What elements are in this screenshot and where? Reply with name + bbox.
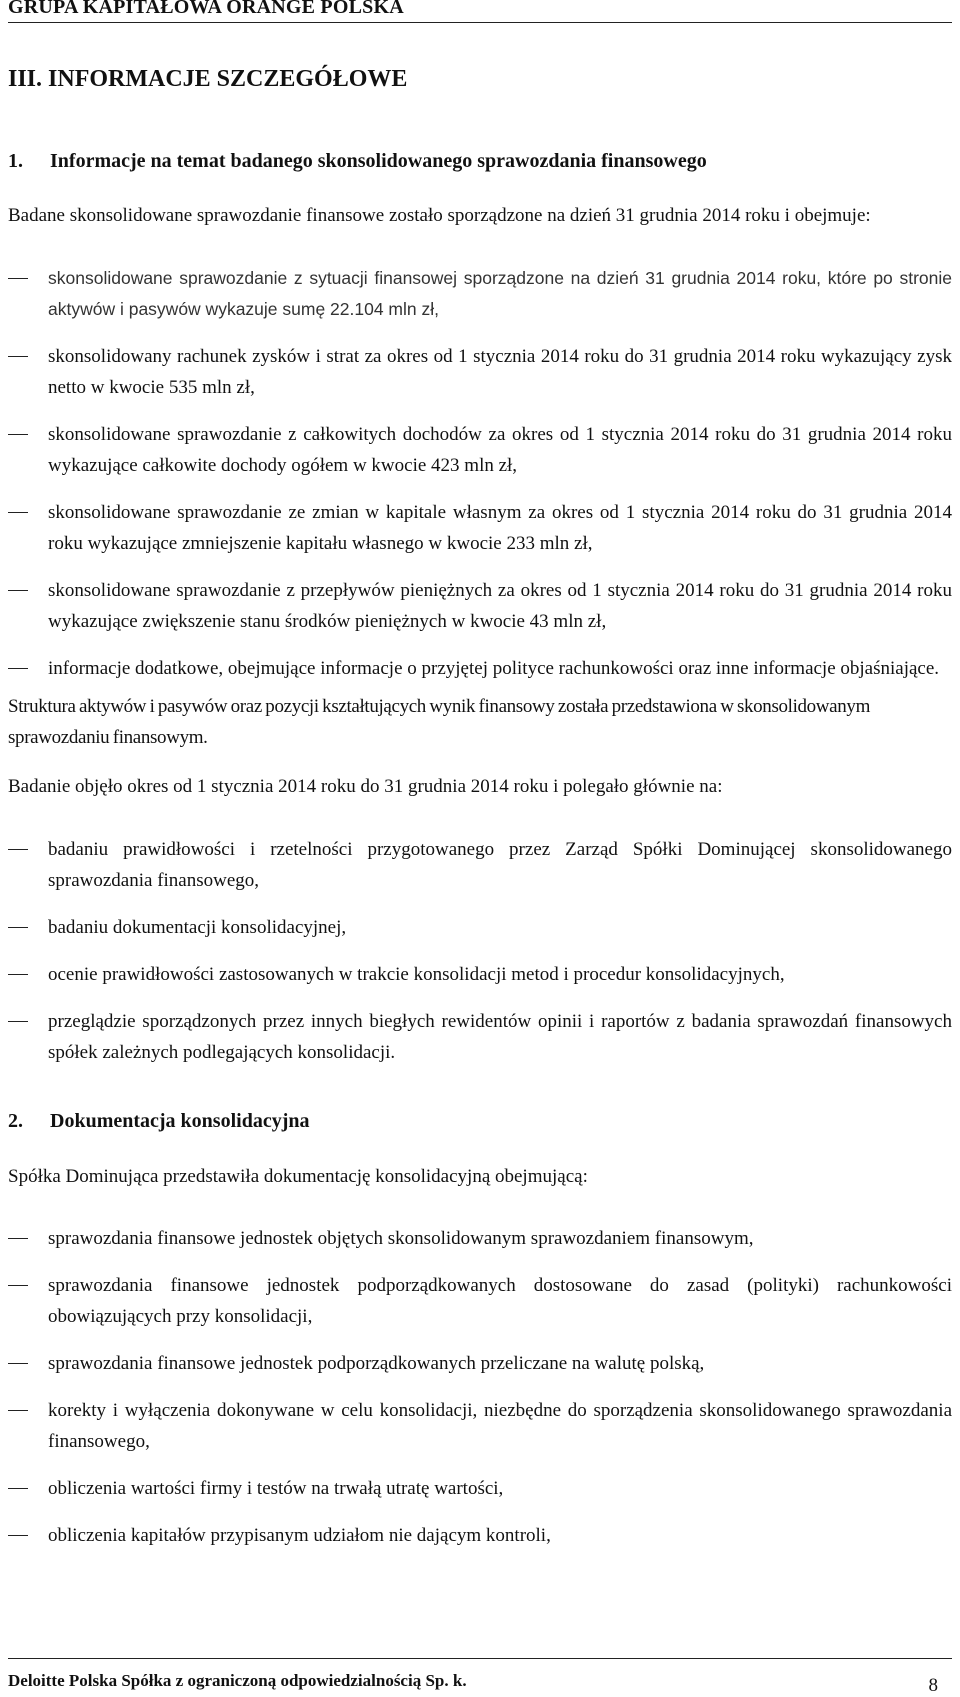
subsection-1-title: Informacje na temat badanego skonsolidowanego sprawozdania finansowego xyxy=(50,150,707,172)
consolidation-docs-list xyxy=(8,1223,952,1551)
list-item: skonsolidowane sprawozdanie ze zmian w kapitale własnym za okres od 1 stycznia 2014 roku do 31 grudnia 2014 roku wykazujące zmniejszenie kapitału własnego w kwocie 233 mln zł, xyxy=(8,497,952,559)
subsection-1-heading xyxy=(8,150,707,173)
page-header xyxy=(8,0,952,23)
s1-intro-paragraph: Badane skonsolidowane sprawozdanie finansowe zostało sporządzone na dzień 31 grudnia 2014 roku i obejmuje: xyxy=(8,205,871,226)
s1-statement-list xyxy=(8,263,952,684)
section-title: III. INFORMACJE SZCZEGÓŁOWE xyxy=(8,66,408,92)
list-item: obliczenia wartości firmy i testów na trwałą utratę wartości, xyxy=(8,1473,952,1504)
list-item: skonsolidowane sprawozdanie z całkowitych dochodów za okres od 1 stycznia 2014 roku do 31 grudnia 2014 roku wykazujące całkowite dochody ogółem w kwocie 423 mln zł, xyxy=(8,419,952,481)
list-item: badaniu prawidłowości i rzetelności przygotowanego przez Zarząd Spółki Dominującej skonsolidowanego sprawozdania finansowego, xyxy=(8,834,952,896)
audit-scope-list xyxy=(8,834,952,1068)
page-footer xyxy=(8,1658,952,1696)
list-item: przeglądzie sporządzonych przez innych biegłych rewidentów opinii i raportów z badania sprawozdań finansowych spółek zależnych podlegających konsolidacji. xyxy=(8,1006,952,1068)
list-item: sprawozdania finansowe jednostek objętych skonsolidowanym sprawozdaniem finansowym, xyxy=(8,1223,952,1254)
subsection-1-number: 1. xyxy=(8,150,23,172)
s2-intro-paragraph: Spółka Dominująca przedstawiła dokumentację konsolidacyjną obejmującą: xyxy=(8,1166,588,1187)
list-item: skonsolidowane sprawozdanie z przepływów pieniężnych za okres od 1 stycznia 2014 roku do 31 grudnia 2014 roku wykazujące zwiększenie stanu środków pieniężnych w kwocie 43 mln zł, xyxy=(8,575,952,637)
list-item: skonsolidowany rachunek zysków i strat za okres od 1 stycznia 2014 roku do 31 grudnia 2014 roku wykazujący zysk netto w kwocie 535 mln zł, xyxy=(8,341,952,403)
subsection-2-heading xyxy=(8,1110,309,1133)
list-item: sprawozdania finansowe jednostek podporządkowanych dostosowane do zasad (polityki) rachunkowości obowiązujących przy konsolidacji, xyxy=(8,1270,952,1332)
page-number: 8 xyxy=(928,1675,938,1696)
list-item: obliczenia kapitałów przypisanym udziałom nie dającym kontroli, xyxy=(8,1520,952,1551)
audit-intro-paragraph: Badanie objęło okres od 1 stycznia 2014 roku do 31 grudnia 2014 roku i polegało głównie na: xyxy=(8,776,723,797)
list-item: ocenie prawidłowości zastosowanych w trakcie konsolidacji metod i procedur konsolidacyjnych, xyxy=(8,959,952,990)
subsection-2-number: 2. xyxy=(8,1110,23,1132)
structure-paragraph: Struktura aktywów i pasywów oraz pozycji kształtujących wynik finansowy została przedstawiona w skonsolidowanym sprawozdaniu finansowym. xyxy=(8,696,870,748)
list-item: badaniu dokumentacji konsolidacyjnej, xyxy=(8,912,952,943)
subsection-2-title: Dokumentacja konsolidacyjna xyxy=(50,1110,310,1132)
company-name: GRUPA KAPITAŁOWA ORANGE POLSKA xyxy=(8,0,404,18)
list-item: sprawozdania finansowe jednostek podporządkowanych przeliczane na walutę polską, xyxy=(8,1348,952,1379)
list-item: korekty i wyłączenia dokonywane w celu konsolidacji, niezbędne do sporządzenia skonsolidowanego sprawozdania finansowego, xyxy=(8,1395,952,1457)
list-item: informacje dodatkowe, obejmujące informacje o przyjętej polityce rachunkowości oraz inne informacje objaśniające. xyxy=(8,653,952,684)
list-item: skonsolidowane sprawozdanie z sytuacji finansowej sporządzone na dzień 31 grudnia 2014 roku, które po stronie aktywów i pasywów wykazuje sumę 22.104 mln zł, xyxy=(8,263,952,325)
auditor-firm-name: Deloitte Polska Spółka z ograniczoną odpowiedzialnością Sp. k. xyxy=(8,1671,467,1690)
